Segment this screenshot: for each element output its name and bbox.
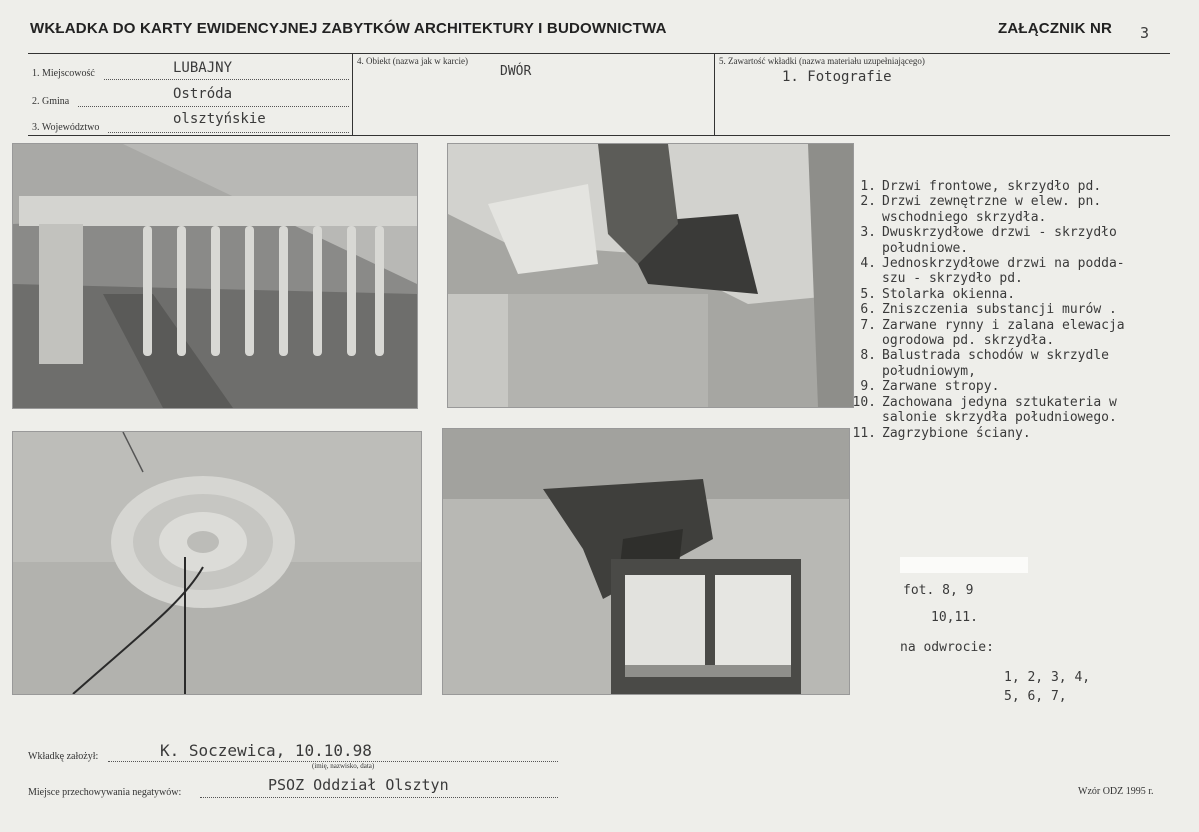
reverse-line-1: 1, 2, 3, 4, <box>1004 670 1091 685</box>
gmina-line <box>78 106 349 107</box>
legend-item: 5. Stolarka okienna. <box>860 286 1016 302</box>
obiekt-value: DWÓR <box>500 64 532 79</box>
founder-hint: (imię, nazwisko, data) <box>312 762 375 770</box>
obiekt-label: 4. Obiekt (nazwa jak w karcie) <box>357 56 468 66</box>
storage-label: Miejsce przechowywania negatywów: <box>28 787 182 798</box>
photo-collapsed-ceiling <box>447 143 854 408</box>
table-top-line <box>28 53 1170 54</box>
annex-number: 3 <box>1140 24 1150 42</box>
photo-balustrade <box>12 143 418 409</box>
reverse-label: na odwrocie: <box>900 640 994 655</box>
wojewodztwo-label: 3. Województwo <box>32 122 100 133</box>
reverse-line-2: 5, 6, 7, <box>1004 689 1067 704</box>
zawartosc-label: 5. Zawartość wkładki (nazwa materiału uzupełniającego) <box>719 56 925 66</box>
photo-stucco-rosette <box>12 431 422 695</box>
legend-item: 6. Zniszczenia substancji murów . <box>860 302 1117 318</box>
legend-item: 7. Zarwane rynny i zalana elewacja ogrodowa pd. skrzydła. <box>860 317 1125 349</box>
annex-label: ZAŁĄCZNIK NR <box>998 20 1113 37</box>
table-bottom-line <box>28 135 1170 136</box>
legend-item: 9. Zarwane stropy. <box>860 379 1000 395</box>
storage-line <box>200 797 558 798</box>
gmina-value: Ostróda <box>173 86 233 102</box>
miejscowosc-line <box>104 79 349 80</box>
wojewodztwo-line <box>108 132 349 133</box>
legend-item: 4. Jednoskrzydłowe drzwi na podda- szu - skrzydło pd. <box>860 256 1125 287</box>
fot-line: fot. 8, 9 <box>903 583 974 598</box>
storage-value: PSOZ Oddział Olsztyn <box>268 776 449 794</box>
legend-item: 8. Balustrada schodów w skrzydle południowym, <box>860 348 1109 379</box>
photo-legend <box>850 179 1125 441</box>
table-divider-2 <box>714 53 715 135</box>
miejscowosc-label: 1. Miejscowość <box>32 68 95 79</box>
wojewodztwo-value: olsztyńskie <box>173 111 266 127</box>
legend-item: 11. Zagrzybione ściany. <box>852 425 1031 441</box>
founder-label: Wkładkę założył: <box>28 751 99 762</box>
gmina-label: 2. Gmina <box>32 96 70 107</box>
form-title: WKŁADKA DO KARTY EWIDENCYJNEJ ZABYTKÓW ARCHITEKTURY I BUDOWNICTWA <box>30 20 667 37</box>
legend-item: 3. Dwuskrzydłowe drzwi - skrzydło południowe. <box>860 225 1117 256</box>
founder-value: K. Soczewica, 10.10.98 <box>160 741 372 760</box>
legend-item: 1. Drzwi frontowe, skrzydło pd. <box>860 179 1102 194</box>
miejscowosc-value: LUBAJNY <box>173 60 233 76</box>
zawartosc-value: 1. Fotografie <box>782 69 892 85</box>
whiteout-patch <box>900 557 1028 573</box>
legend-item: 10. Zachowana jedyna sztukateria w salonie skrzydła południowego. <box>852 394 1117 426</box>
table-divider-1 <box>352 53 353 135</box>
fot-line-2: 10,11. <box>931 610 978 625</box>
legend-item: 2. Drzwi zewnętrzne w elew. pn. wschodniego skrzydła. <box>860 194 1102 225</box>
photo-damp-wall <box>442 428 850 695</box>
form-reference: Wzór ODZ 1995 r. <box>1078 786 1154 797</box>
